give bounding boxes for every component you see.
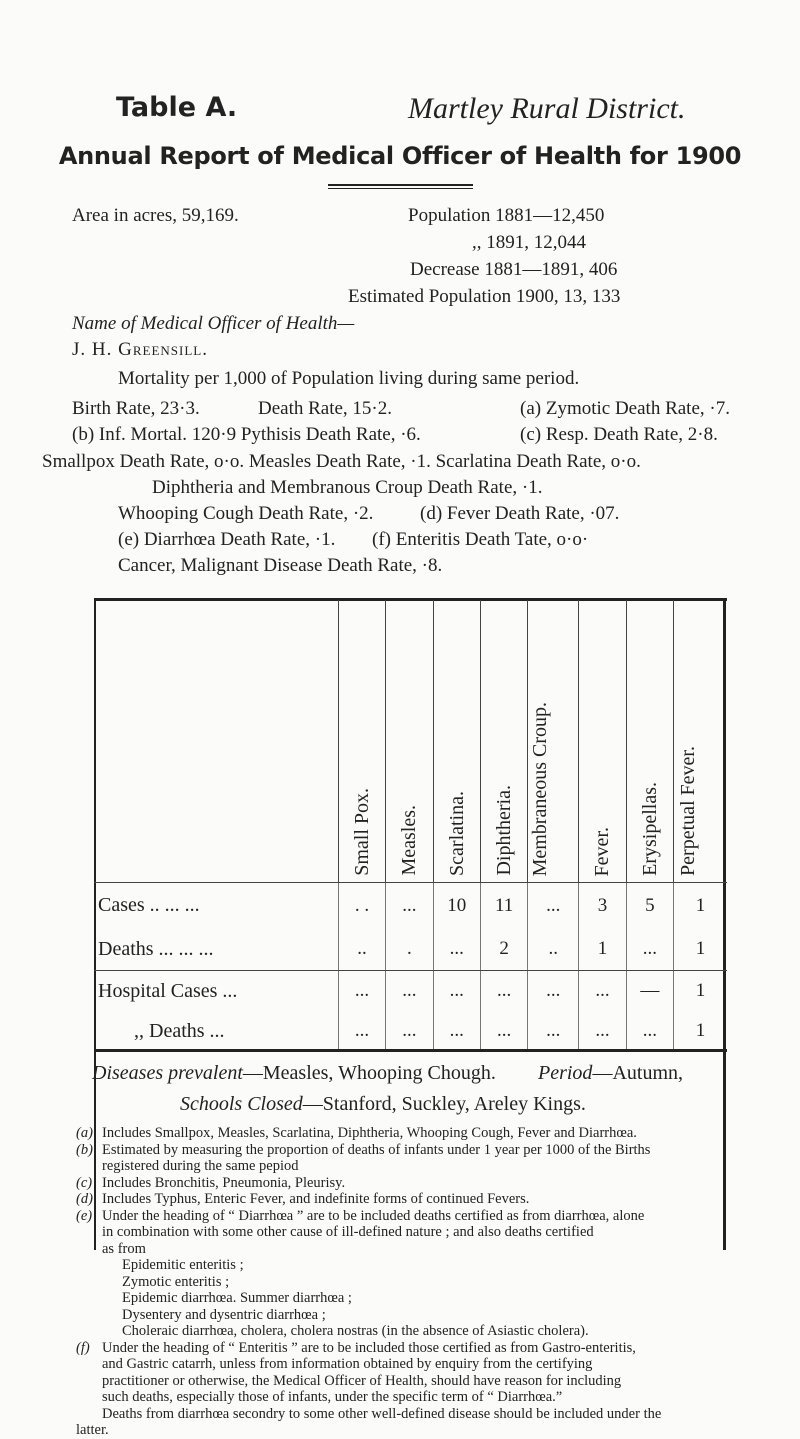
enteritis-rate: (f) Enteritis Death Tate, o·o·	[372, 529, 589, 550]
cell: 11	[480, 883, 527, 929]
cell: 3	[579, 883, 626, 929]
area: Area in acres, 59,169.	[72, 205, 239, 226]
cell: ...	[626, 1011, 673, 1051]
cell: 1	[674, 1011, 728, 1051]
note-e-item: Zymotic enteritis ;	[122, 1273, 230, 1290]
resp-rate: (c) Resp. Death Rate, 2·8.	[520, 424, 718, 445]
cell: ...	[579, 971, 626, 1012]
table-header-row	[94, 600, 727, 883]
population-1881: Population 1881—12,450	[408, 205, 605, 226]
diarrhoea-rate: (e) Diarrhœa Death Rate, ·1.	[118, 529, 336, 550]
cell: 1	[674, 929, 728, 971]
note-marker: (b)	[76, 1141, 93, 1158]
col-fever: Fever.	[579, 600, 626, 883]
cell: ...	[338, 971, 385, 1012]
note-marker: (f)	[76, 1339, 90, 1356]
cell: ...	[528, 971, 579, 1012]
col-perpetual-fever: Perpetual Fever.	[674, 600, 728, 883]
note-f: Under the heading of “ Enteritis ” are to be included those certified as from Gastro-enteritis,	[102, 1339, 636, 1356]
note-b: Estimated by measuring the proportion of deaths of infants under 1 year per 1000 of the Births	[102, 1141, 651, 1158]
medical-officer-label: Name of Medical Officer of Health—	[72, 313, 355, 334]
population-1891: ,, 1891, 12,044	[472, 232, 586, 253]
title-divider-lower	[328, 188, 473, 189]
cell: ..	[528, 929, 579, 971]
period-value: —Autumn,	[592, 1062, 683, 1084]
cell: 5	[626, 883, 673, 929]
note-d: Includes Typhus, Enteric Fever, and indefinite forms of continued Fevers.	[102, 1191, 530, 1207]
cell: 1	[674, 883, 728, 929]
table-row	[94, 1011, 727, 1051]
note-f-cont: and Gastric catarrh, unless from information obtained by enquiry from the certifying	[102, 1356, 593, 1372]
col-membraneous-croup: Membraneous Croup.	[528, 600, 579, 883]
row-label: Cases .. ... ...	[98, 894, 200, 917]
cell: ...	[480, 971, 527, 1012]
title-divider	[328, 184, 473, 186]
death-rate: Death Rate, 15·2.	[258, 398, 393, 419]
cell: 1	[579, 929, 626, 971]
diphtheria-rate: Diphtheria and Membranous Croup Death Rate, ·1.	[152, 477, 543, 498]
cell: ...	[386, 971, 433, 1012]
table-row	[94, 883, 727, 929]
row-label: ,, Deaths ...	[134, 1019, 225, 1042]
note-marker: (d)	[76, 1191, 93, 1207]
cell: . .	[338, 883, 385, 929]
footnotes	[76, 1125, 776, 1439]
note-e-item: Epidemic diarrhœa. Summer diarrhœa ;	[122, 1290, 352, 1306]
note-a: Includes Smallpox, Measles, Scarlatina, Diphtheria, Whooping Cough, Fever and Diarrhœa.	[102, 1125, 637, 1141]
col-diphtheria: Diphtheria.	[480, 600, 527, 883]
note-e-item: Epidemitic enteritis ;	[122, 1257, 244, 1273]
cell: ...	[433, 971, 480, 1012]
cell: ...	[528, 883, 579, 929]
header-blank	[94, 600, 338, 883]
cell: .	[386, 929, 433, 971]
cell: 10	[433, 883, 480, 929]
note-g: Deaths from diarrhœa secondry to some other well-defined disease should be included under the	[102, 1405, 662, 1422]
table-row	[94, 929, 727, 971]
note-e-cont: in combination with some other cause of ill-defined nature ; and also deaths certified	[102, 1224, 594, 1240]
infant-mortality: (b) Inf. Mortal. 120·9 Pythisis Death Rate, ·6.	[72, 424, 421, 445]
note-e-cont: as from	[102, 1240, 146, 1257]
population-decrease: Decrease 1881—1891, 406	[410, 259, 618, 280]
note-e-item: Dysentery and dysentric diarrhœa ;	[122, 1306, 326, 1323]
note-marker: (a)	[76, 1125, 93, 1141]
col-small-pox: Small Pox.	[338, 600, 385, 883]
report-title: Annual Report of Medical Officer of Health for 1900	[58, 142, 742, 170]
col-measles: Measles.	[386, 600, 433, 883]
whooping-rate: Whooping Cough Death Rate, ·2.	[118, 503, 374, 524]
note-f-cont: practitioner or otherwise, the Medical Officer of Health, should have reason for including	[102, 1372, 622, 1389]
fever-rate: (d) Fever Death Rate, ·07.	[420, 503, 620, 524]
medical-officer-name: J. H. Greensill.	[72, 339, 208, 360]
cancer-rate: Cancer, Malignant Disease Death Rate, ·8.	[118, 555, 443, 576]
table-label: Table A.	[116, 92, 238, 123]
schools-closed	[180, 1093, 586, 1116]
diseases-prevalent-label: Diseases prevalent	[92, 1062, 243, 1084]
row-label: Deaths ... ... ...	[94, 929, 338, 971]
smallpox-measles-scarlatina: Smallpox Death Rate, o·o. Measles Death Rate, ·1. Scarlatina Death Rate, o·o.	[42, 451, 641, 472]
schools-closed-value: —Stanford, Suckley, Areley Kings.	[302, 1093, 586, 1115]
schools-closed-label: Schools Closed	[180, 1093, 303, 1115]
note-e: Under the heading of “ Diarrhœa ” are to be included deaths certified as from diarrhœa, alone	[102, 1207, 645, 1224]
period	[538, 1062, 683, 1085]
note-g-cont: latter.	[76, 1422, 109, 1438]
cell: ...	[528, 1011, 579, 1051]
note-marker: (e)	[76, 1207, 93, 1224]
note-e-item: Choleraic diarrhœa, cholera, cholera nostras (in the absence of Asiastic cholera).	[122, 1323, 589, 1339]
note-c: Includes Bronchitis, Pneumonia, Pleurisy.	[102, 1174, 346, 1191]
diseases-prevalent-value: —Measles, Whooping Chough.	[242, 1062, 496, 1084]
row-label: Hospital Cases ...	[98, 979, 238, 1002]
cell: ...	[480, 1011, 527, 1051]
cell: ...	[433, 929, 480, 971]
note-f-cont: such deaths, especially those of infants, under the specific term of “ Diarrhœa.”	[102, 1389, 563, 1405]
period-label: Period	[538, 1062, 593, 1084]
cell: ...	[338, 1011, 385, 1051]
table-bottom-rule	[94, 1049, 727, 1052]
zymotic-rate: (a) Zymotic Death Rate, ·7.	[520, 398, 730, 419]
col-scarlatina: Scarlatina.	[433, 600, 480, 883]
cell: —	[626, 971, 673, 1012]
cell: ...	[433, 1011, 480, 1051]
birth-rate: Birth Rate, 23·3.	[72, 398, 200, 419]
district-name: Martley Rural District.	[408, 92, 686, 125]
cell: 1	[674, 971, 728, 1012]
cell: ...	[386, 1011, 433, 1051]
estimated-population: Estimated Population 1900, 13, 133	[348, 286, 621, 307]
cell: ...	[626, 929, 673, 971]
note-marker: (c)	[76, 1174, 93, 1191]
table-row	[94, 971, 727, 1012]
mortality-note: Mortality per 1,000 of Population living during same period.	[118, 368, 580, 389]
diseases-prevalent	[92, 1062, 496, 1085]
cell: ...	[579, 1011, 626, 1051]
cell: ..	[338, 929, 385, 971]
col-erysipellas: Erysipellas.	[626, 600, 673, 883]
note-b-cont: registered during the same pepiod	[102, 1158, 299, 1174]
disease-table	[94, 600, 727, 1051]
cell: 2	[480, 929, 527, 971]
cell: ...	[386, 883, 433, 929]
